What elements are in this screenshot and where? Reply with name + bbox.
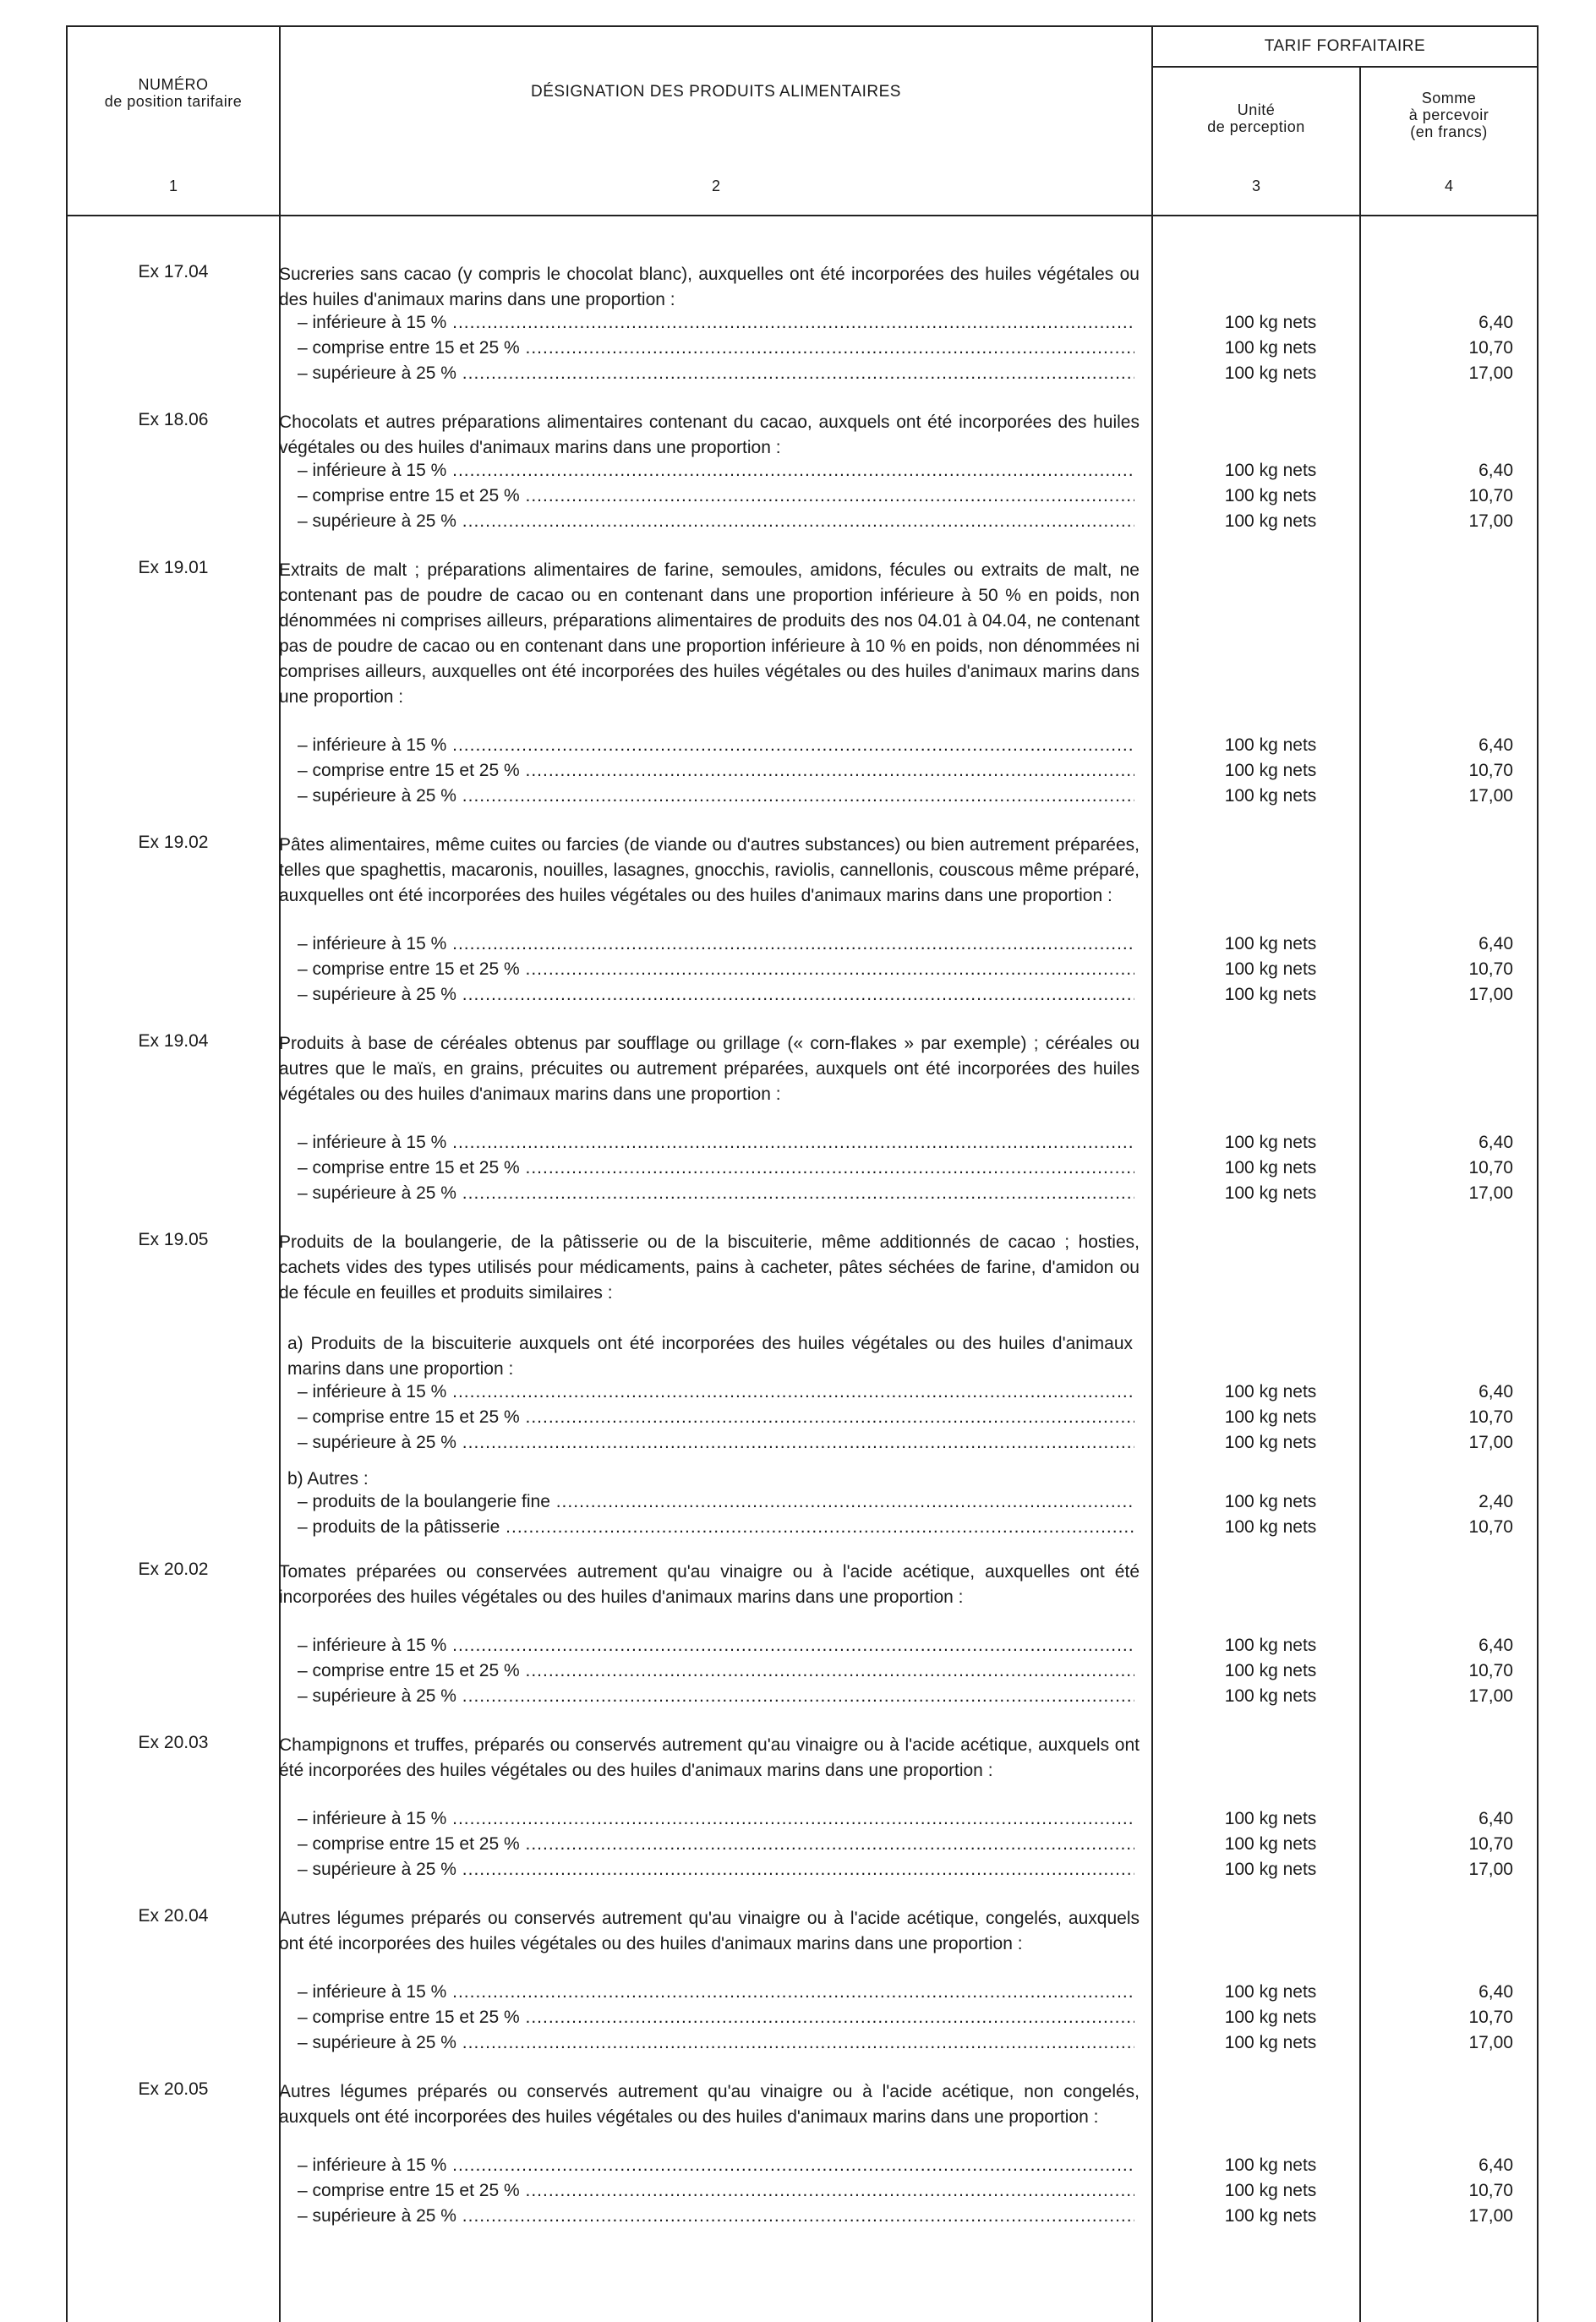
position-code: Ex 18.06	[138, 410, 209, 429]
rate-unit: 100 kg nets	[1224, 1686, 1317, 1706]
rate-unit: 100 kg nets	[1224, 363, 1317, 383]
rate-label: – inférieure à 15 % .....	[298, 313, 1134, 333]
rate-unit: 100 kg nets	[1224, 511, 1317, 531]
rate-line	[0, 1183, 1596, 1209]
rate-line	[0, 486, 1596, 511]
rate-amount: 17,00	[1468, 1433, 1513, 1452]
rate-label: – inférieure à 15 % .....	[298, 2155, 1134, 2176]
rate-amount: 6,40	[1478, 1636, 1513, 1655]
product-description: Champignons et truffes, préparés ou conservés autrement qu'au vinaigre ou à l'acide acétique, auxquels ont été incorporées des huiles végétales ou des huiles d'animaux marins dans une proportion :	[279, 1735, 1140, 1780]
product-description: Autres légumes préparés ou conservés autrement qu'au vinaigre ou à l'acide acétique, non congelés, auxquels ont été incorporées des huiles végétales ou des huiles d'animaux marins dans une proportion :	[279, 2082, 1140, 2127]
rate-line	[0, 1636, 1596, 1661]
rate-unit: 100 kg nets	[1224, 2181, 1317, 2200]
rate-line	[0, 2033, 1596, 2058]
rate-line	[0, 1661, 1596, 1686]
rate-amount: 10,70	[1468, 2181, 1513, 2200]
rate-amount: 17,00	[1468, 1860, 1513, 1879]
rate-unit: 100 kg nets	[1224, 786, 1317, 806]
rate-label: – produits de la boulangerie fine .....	[298, 1492, 1134, 1512]
rate-label: – supérieure à 25 % .....	[298, 363, 1134, 384]
rate-line	[0, 1133, 1596, 1158]
rate-amount: 6,40	[1478, 1982, 1513, 2002]
rate-line	[0, 1433, 1596, 1458]
rate-amount: 6,40	[1478, 461, 1513, 480]
header-bottom-border	[66, 215, 1539, 216]
rate-amount: 6,40	[1478, 934, 1513, 953]
rate-amount: 10,70	[1468, 1661, 1513, 1680]
rate-unit: 100 kg nets	[1224, 1433, 1317, 1452]
rate-label: – comprise entre 15 et 25 % .....	[298, 338, 1134, 358]
rate-amount: 10,70	[1468, 338, 1513, 358]
rate-label: – comprise entre 15 et 25 % .....	[298, 486, 1134, 506]
rate-label: – comprise entre 15 et 25 % .....	[298, 2008, 1134, 2028]
rate-label: – comprise entre 15 et 25 % .....	[298, 2181, 1134, 2201]
rate-unit: 100 kg nets	[1224, 1382, 1317, 1401]
header-col1-line2: de position tarifaire	[104, 93, 243, 110]
product-description: Pâtes alimentaires, même cuites ou farcies (de viande ou d'autres substances) ou bien autrement préparées, telles que spaghettis, macaronis, nouilles, lasagnes, gnocchis, raviolis, cannellonis, couscous même préparé, auxquelles ont été incorporées des huiles végétales ou des huiles d'animaux marins dans une proportion :	[279, 835, 1140, 905]
header-col3-line2: de perception	[1207, 118, 1305, 135]
header-col4-line3: (en francs)	[1410, 123, 1488, 140]
product-description: Autres légumes préparés ou conservés autrement qu'au vinaigre ou à l'acide acétique, congelés, auxquels ont été incorporées des huiles végétales ou des huiles d'animaux marins dans une proportion :	[279, 1909, 1140, 1953]
header-col4-line2: à percevoir	[1408, 107, 1489, 123]
rate-label: – supérieure à 25 % .....	[298, 511, 1134, 532]
rate-line	[0, 1382, 1596, 1407]
rate-amount: 10,70	[1468, 959, 1513, 979]
rate-label: – comprise entre 15 et 25 % .....	[298, 1661, 1134, 1681]
rate-amount: 10,70	[1468, 1158, 1513, 1177]
rate-label: – inférieure à 15 % .....	[298, 1133, 1134, 1153]
rate-amount: 10,70	[1468, 1407, 1513, 1427]
product-description: Produits de la boulangerie, de la pâtisserie ou de la biscuiterie, même additionnés de cacao ; hosties, cachets vides des types utilisés pour médicaments, pains à cacheter, pâtes séchées de farine, d'amidon ou de fécule en feuilles et produits similaires :	[279, 1232, 1140, 1303]
rate-unit: 100 kg nets	[1224, 1809, 1317, 1828]
rate-amount: 17,00	[1468, 2206, 1513, 2226]
rate-unit: 100 kg nets	[1224, 2155, 1317, 2175]
rate-amount: 10,70	[1468, 2008, 1513, 2027]
rate-line	[0, 1686, 1596, 1712]
rate-amount: 10,70	[1468, 761, 1513, 780]
rate-label: – supérieure à 25 % .....	[298, 1686, 1134, 1707]
rate-amount: 6,40	[1478, 313, 1513, 332]
column-number-4: 4	[1444, 178, 1453, 194]
header-col4	[1361, 90, 1537, 140]
rate-unit: 100 kg nets	[1224, 959, 1317, 979]
rate-amount: 17,00	[1468, 363, 1513, 383]
rate-label: – inférieure à 15 % .....	[298, 934, 1134, 954]
header-tarif: TARIF FORFAITAIRE	[1264, 37, 1426, 55]
rate-label: – comprise entre 15 et 25 % .....	[298, 1407, 1134, 1428]
rate-amount: 10,70	[1468, 1834, 1513, 1854]
rate-amount: 6,40	[1478, 1809, 1513, 1828]
rate-amount: 17,00	[1468, 786, 1513, 806]
rate-line	[0, 959, 1596, 985]
rate-line	[0, 985, 1596, 1010]
rate-label: – supérieure à 25 % .....	[298, 1433, 1134, 1453]
position-code: Ex 20.02	[138, 1560, 209, 1579]
rate-unit: 100 kg nets	[1224, 1158, 1317, 1177]
rate-unit: 100 kg nets	[1224, 1492, 1317, 1511]
rate-unit: 100 kg nets	[1224, 761, 1317, 780]
header-col3-line1: Unité	[1237, 101, 1276, 118]
rate-amount: 10,70	[1468, 1517, 1513, 1537]
rate-label: – supérieure à 25 % .....	[298, 1860, 1134, 1880]
rate-unit: 100 kg nets	[1224, 2008, 1317, 2027]
rate-label: – inférieure à 15 % .....	[298, 1636, 1134, 1656]
rate-amount: 17,00	[1468, 1686, 1513, 1706]
position-code: Ex 19.02	[138, 833, 209, 852]
rate-unit: 100 kg nets	[1224, 1834, 1317, 1854]
rate-unit: 100 kg nets	[1224, 338, 1317, 358]
product-description: Tomates préparées ou conservées autrement qu'au vinaigre ou à l'acide acétique, auxquelles ont été incorporées des huiles végétales ou des huiles d'animaux marins dans une proportion :	[279, 1562, 1140, 1607]
rate-amount: 6,40	[1478, 735, 1513, 755]
rate-amount: 10,70	[1468, 486, 1513, 505]
rate-line	[0, 1517, 1596, 1543]
header-col1-line1: NUMÉRO	[138, 76, 209, 93]
rate-unit: 100 kg nets	[1224, 1860, 1317, 1879]
product-description: Sucreries sans cacao (y compris le chocolat blanc), auxquelles ont été incorporées des huiles végétales ou des huiles d'animaux marins dans une proportion :	[279, 265, 1140, 309]
rate-label: – supérieure à 25 % .....	[298, 2206, 1134, 2226]
header-col4-line1: Somme	[1421, 90, 1477, 107]
rate-line	[0, 735, 1596, 761]
rate-label: – supérieure à 25 % .....	[298, 985, 1134, 1005]
rate-amount: 17,00	[1468, 1183, 1513, 1203]
rate-line	[0, 313, 1596, 338]
rate-line	[0, 511, 1596, 537]
product-description: Chocolats et autres préparations alimentaires contenant du cacao, auxquels ont été incorporées des huiles végétales ou des huiles d'animaux marins dans une proportion :	[279, 412, 1140, 457]
rate-unit: 100 kg nets	[1224, 486, 1317, 505]
position-code: Ex 20.05	[138, 2079, 209, 2099]
rate-unit: 100 kg nets	[1224, 1661, 1317, 1680]
rate-label: – comprise entre 15 et 25 % .....	[298, 1158, 1134, 1178]
rate-label: – supérieure à 25 % .....	[298, 786, 1134, 806]
tarif-underline	[1151, 66, 1539, 68]
rate-line	[0, 2008, 1596, 2033]
rate-line	[0, 338, 1596, 363]
rate-line	[0, 761, 1596, 786]
header-col2: DÉSIGNATION DES PRODUITS ALIMENTAIRES	[531, 83, 901, 101]
rate-unit: 100 kg nets	[1224, 313, 1317, 332]
rate-label: – produits de la pâtisserie .....	[298, 1517, 1134, 1538]
rate-line	[0, 1158, 1596, 1183]
rate-label: – supérieure à 25 % .....	[298, 2033, 1134, 2053]
rate-unit: 100 kg nets	[1224, 2206, 1317, 2226]
rate-unit: 100 kg nets	[1224, 1407, 1317, 1427]
position-code: Ex 20.03	[138, 1733, 209, 1752]
rate-line	[0, 1860, 1596, 1885]
product-description: Produits à base de céréales obtenus par soufflage ou grillage (« corn-flakes » par exemple) ; céréales ou autres que le maïs, en grains, précuites ou autrement préparées, auxquels ont été incorporées des huiles végétales ou des huiles d'animaux marins dans une proportion :	[279, 1034, 1140, 1104]
rate-unit: 100 kg nets	[1224, 1517, 1317, 1537]
subheading-b: b) Autres :	[287, 1469, 369, 1489]
rate-line	[0, 2155, 1596, 2181]
rate-amount: 6,40	[1478, 2155, 1513, 2175]
rate-line	[0, 1809, 1596, 1834]
rate-amount: 17,00	[1468, 985, 1513, 1004]
rate-unit: 100 kg nets	[1224, 2033, 1317, 2052]
position-code: Ex 20.04	[138, 1906, 209, 1926]
rate-amount: 6,40	[1478, 1382, 1513, 1401]
rate-unit: 100 kg nets	[1224, 1133, 1317, 1152]
column-number-2: 2	[711, 178, 720, 194]
rate-line	[0, 1492, 1596, 1517]
rate-line	[0, 461, 1596, 486]
position-code: Ex 19.01	[138, 558, 209, 577]
rate-label: – inférieure à 15 % .....	[298, 1982, 1134, 2002]
rate-unit: 100 kg nets	[1224, 1982, 1317, 2002]
rate-label: – comprise entre 15 et 25 % .....	[298, 1834, 1134, 1855]
rate-label: – inférieure à 15 % .....	[298, 1809, 1134, 1829]
rate-amount: 6,40	[1478, 1133, 1513, 1152]
rate-line	[0, 934, 1596, 959]
column-number-3: 3	[1251, 178, 1260, 194]
rate-line	[0, 786, 1596, 811]
rate-line	[0, 1834, 1596, 1860]
table-top-border	[66, 25, 1539, 27]
position-code: Ex 19.04	[138, 1031, 209, 1051]
rate-amount: 17,00	[1468, 2033, 1513, 2052]
rate-amount: 2,40	[1478, 1492, 1513, 1511]
rate-unit: 100 kg nets	[1224, 1636, 1317, 1655]
rate-label: – comprise entre 15 et 25 % .....	[298, 761, 1134, 781]
rate-unit: 100 kg nets	[1224, 735, 1317, 755]
rate-label: – inférieure à 15 % .....	[298, 461, 1134, 481]
rate-unit: 100 kg nets	[1224, 461, 1317, 480]
position-code: Ex 17.04	[138, 262, 209, 281]
rate-unit: 100 kg nets	[1224, 985, 1317, 1004]
rate-label: – inférieure à 15 % .....	[298, 1382, 1134, 1402]
rate-amount: 17,00	[1468, 511, 1513, 531]
rate-unit: 100 kg nets	[1224, 934, 1317, 953]
position-code: Ex 19.05	[138, 1230, 209, 1249]
rate-unit: 100 kg nets	[1224, 1183, 1317, 1203]
column-number-1: 1	[168, 178, 178, 194]
rate-line	[0, 1982, 1596, 2008]
subheading-a: a) Produits de la biscuiterie auxquels ont été incorporées des huiles végétales ou des huiles d'animaux marins dans une proportion :	[287, 1334, 1133, 1379]
rate-line	[0, 2181, 1596, 2206]
rate-line	[0, 363, 1596, 389]
rate-line	[0, 2206, 1596, 2232]
rate-label: – supérieure à 25 % .....	[298, 1183, 1134, 1204]
header-col1	[68, 76, 279, 110]
product-description: Extraits de malt ; préparations alimentaires de farine, semoules, amidons, fécules ou extraits de malt, ne contenant pas de poudre de cacao ou en contenant dans une proportion inférieure à 50 % en poids, non dénommées ni comprises ailleurs, préparations alimentaires de produits des nos 04.01 à 04.04, ne contenant pas de poudre de cacao ou en contenant dans une proportion inférieure à 10 % en poids, non dénommées ni comprises ailleurs, auxquelles ont été incorporées des huiles végétales ou des huiles d'animaux marins dans une proportion :	[279, 560, 1140, 707]
rate-label: – comprise entre 15 et 25 % .....	[298, 959, 1134, 980]
rate-line	[0, 1407, 1596, 1433]
rate-label: – inférieure à 15 % .....	[298, 735, 1134, 756]
header-col3	[1153, 101, 1359, 135]
